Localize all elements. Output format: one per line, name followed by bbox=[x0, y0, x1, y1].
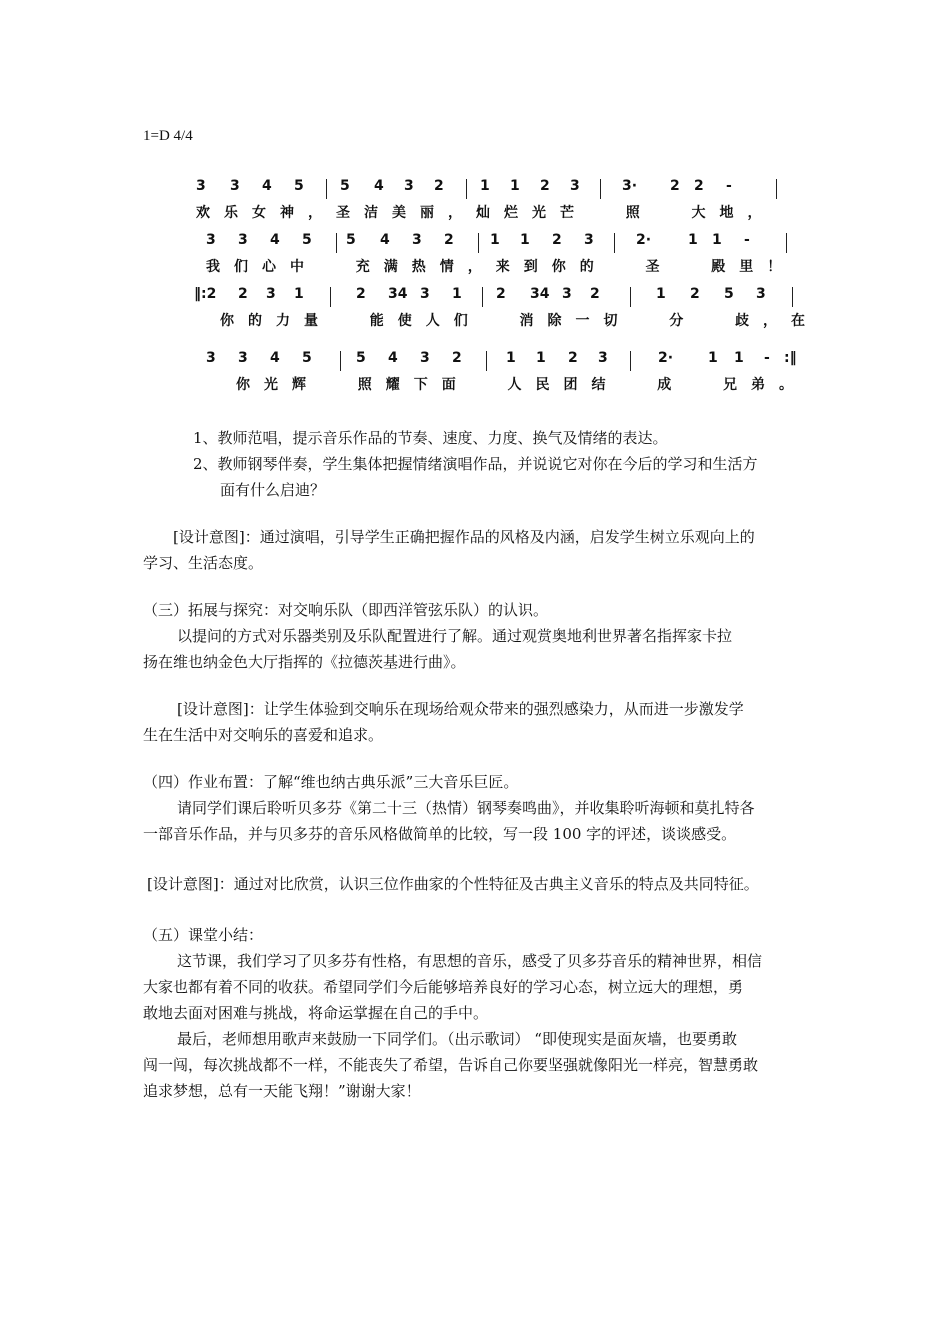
bar-line bbox=[482, 287, 483, 307]
note: 3 bbox=[570, 178, 580, 194]
note: 1 bbox=[490, 232, 500, 248]
note: 3 bbox=[598, 350, 608, 366]
score-notes bbox=[190, 178, 802, 202]
note: 4 bbox=[270, 350, 280, 366]
score-row bbox=[190, 232, 802, 286]
note: 1 bbox=[520, 232, 530, 248]
bar-line bbox=[486, 351, 487, 371]
note: 1 bbox=[506, 350, 516, 366]
note: 1 bbox=[536, 350, 546, 366]
note: 2 bbox=[568, 350, 578, 366]
bar-line bbox=[786, 233, 787, 253]
bar-line bbox=[630, 351, 631, 371]
section-5 bbox=[143, 922, 815, 1104]
note: 1 bbox=[656, 286, 666, 302]
note: 5 bbox=[724, 286, 734, 302]
note: 2· bbox=[636, 232, 652, 248]
section-5-p1-line-1: 这节课，我们学习了贝多芬有性格，有思想的音乐，感受了贝多芬音乐的精神世界，相信 bbox=[177, 952, 763, 970]
section-5-p2-line-3: 追求梦想，总有一天能飞翔！”谢谢大家！ bbox=[143, 1082, 421, 1100]
section-3-title: （三）拓展与探究：对交响乐队（即西洋管弦乐队）的认识。 bbox=[143, 601, 549, 619]
note: 3 bbox=[756, 286, 766, 302]
section-5-p1-line-3: 敢地去面对困难与挑战，将命运掌握在自己的手中。 bbox=[143, 1004, 489, 1022]
step-2 bbox=[193, 451, 833, 503]
note: 4 bbox=[262, 178, 272, 194]
bar-line bbox=[336, 233, 337, 253]
note: ‖:2 bbox=[194, 286, 217, 302]
note: 3 bbox=[420, 286, 430, 302]
score-lyrics: 欢乐女神，圣洁美丽，灿烂光芒 照 大地， bbox=[196, 205, 776, 221]
note: 1 bbox=[708, 350, 718, 366]
note: 3 bbox=[420, 350, 430, 366]
note: 34 bbox=[530, 286, 550, 302]
note: 1 bbox=[734, 350, 744, 366]
music-score bbox=[190, 168, 819, 400]
design-intent-2-line-2: 生在生活中对交响乐的喜爱和追求。 bbox=[143, 726, 384, 744]
note: 2 bbox=[540, 178, 550, 194]
bar-line bbox=[630, 287, 631, 307]
step-1-text: 1、教师范唱，提示音乐作品的节奏、速度、力度、换气及情绪的表达。 bbox=[193, 429, 668, 447]
design-intent-1 bbox=[143, 524, 815, 576]
note: 5 bbox=[302, 350, 312, 366]
bar-line bbox=[614, 233, 615, 253]
note: 5 bbox=[294, 178, 304, 194]
section-3-body-line-2: 扬在维也纳金色大厅指挥的《拉德茨基进行曲》。 bbox=[143, 653, 466, 671]
note: 4 bbox=[374, 178, 384, 194]
design-intent-2-line-1: [设计意图]：让学生体验到交响乐在现场给观众带来的强烈感染力，从而进一步激发学 bbox=[177, 700, 744, 718]
note: 3 bbox=[238, 350, 248, 366]
bar-line bbox=[600, 179, 601, 199]
note: 1 bbox=[688, 232, 698, 248]
note: 4 bbox=[380, 232, 390, 248]
note: 5 bbox=[356, 350, 366, 366]
note: 3 bbox=[562, 286, 572, 302]
score-notes bbox=[190, 286, 802, 310]
note: 5 bbox=[340, 178, 350, 194]
bar-line bbox=[466, 179, 467, 199]
note: 3 bbox=[196, 178, 206, 194]
step-1 bbox=[193, 425, 833, 451]
note: :‖ bbox=[784, 350, 797, 366]
section-5-title: （五）课堂小结： bbox=[143, 926, 264, 944]
bar-line bbox=[776, 179, 777, 199]
bar-line bbox=[340, 351, 341, 371]
note: 3 bbox=[238, 232, 248, 248]
note: 3· bbox=[622, 178, 638, 194]
note: 2 bbox=[690, 286, 700, 302]
score-notes bbox=[190, 232, 802, 256]
bar-line bbox=[330, 287, 331, 307]
note: 1 bbox=[480, 178, 490, 194]
note: 4 bbox=[388, 350, 398, 366]
step-2-line-2: 面有什么启迪？ bbox=[220, 481, 326, 499]
note: 1 bbox=[510, 178, 520, 194]
design-intent-3 bbox=[147, 871, 819, 897]
note: - bbox=[764, 350, 770, 366]
note: 2 bbox=[670, 178, 680, 194]
section-4-title: （四）作业布置：了解“维也纳古典乐派”三大音乐巨匠。 bbox=[143, 773, 519, 791]
bar-line bbox=[792, 287, 793, 307]
note: 1 bbox=[712, 232, 722, 248]
note: 2 bbox=[434, 178, 444, 194]
note: 5 bbox=[346, 232, 356, 248]
score-lyrics: 你光辉 照耀下面 人民团结 成 兄弟。 bbox=[236, 377, 807, 393]
note: 3 bbox=[206, 232, 216, 248]
section-5-p1-line-2: 大家也都有着不同的收获。希望同学们今后能够培养良好的学习心态，树立远大的理想，勇 bbox=[143, 978, 744, 996]
note: 3 bbox=[266, 286, 276, 302]
bar-line bbox=[326, 179, 327, 199]
note: 5 bbox=[302, 232, 312, 248]
note: 2 bbox=[356, 286, 366, 302]
score-lyrics: 你的力量 能使人们 消除一切 分 歧，在 bbox=[220, 313, 819, 329]
score-row bbox=[190, 350, 807, 404]
section-4-body-line-2: 一部音乐作品，并与贝多芬的音乐风格做简单的比较，写一段 100 字的评述，谈谈感受。 bbox=[143, 825, 737, 843]
design-intent-3-text: [设计意图]：通过对比欣赏，认识三位作曲家的个性特征及古典主义音乐的特点及共同特征。 bbox=[147, 875, 759, 893]
section-5-p2-line-2: 闯一闯，每次挑战都不一样，不能丧失了希望，告诉自己你要坚强就像阳光一样亮，智慧勇敢 bbox=[143, 1056, 759, 1074]
note: 2· bbox=[658, 350, 674, 366]
note: 2 bbox=[590, 286, 600, 302]
key-signature: 1=D 4/4 bbox=[143, 128, 193, 144]
section-5-p2-line-1: 最后，老师想用歌声来鼓励一下同学们。（出示歌词） “即使现实是面灰墙，也要勇敢 bbox=[177, 1030, 737, 1048]
note: 2 bbox=[444, 232, 454, 248]
section-4-body-line-1: 请同学们课后聆听贝多芬《第二十三（热情）钢琴奏鸣曲》，并收集聆听海顿和莫扎特各 bbox=[177, 799, 755, 817]
score-row bbox=[190, 286, 819, 340]
section-3 bbox=[143, 597, 815, 675]
note: 3 bbox=[206, 350, 216, 366]
note: 3 bbox=[584, 232, 594, 248]
bar-line bbox=[478, 233, 479, 253]
score-notes bbox=[190, 350, 802, 374]
note: 1 bbox=[452, 286, 462, 302]
note: 2 bbox=[496, 286, 506, 302]
score-row bbox=[190, 178, 802, 232]
note: 34 bbox=[388, 286, 408, 302]
note: 3 bbox=[230, 178, 240, 194]
design-intent-1-line-1: [设计意图]：通过演唱，引导学生正确把握作品的风格及内涵，启发学生树立乐观向上的 bbox=[173, 528, 755, 546]
design-intent-1-line-2: 学习、生活态度。 bbox=[143, 554, 264, 572]
note: 4 bbox=[270, 232, 280, 248]
design-intent-2 bbox=[143, 696, 815, 748]
section-3-body-line-1: 以提问的方式对乐器类别及乐队配置进行了解。通过观赏奥地利世界著名指挥家卡拉 bbox=[177, 627, 733, 645]
note: 2 bbox=[238, 286, 248, 302]
step-2-line-1: 2、教师钢琴伴奏，学生集体把握情绪演唱作品，并说说它对你在今后的学习和生活方 bbox=[193, 455, 758, 473]
score-lyrics: 我们心中 充满热情，来到你的 圣 殿里！ bbox=[206, 259, 796, 275]
note: 3 bbox=[404, 178, 414, 194]
note: 2 bbox=[694, 178, 704, 194]
note: - bbox=[744, 232, 750, 248]
note: 3 bbox=[412, 232, 422, 248]
note: 2 bbox=[552, 232, 562, 248]
section-4 bbox=[143, 769, 815, 847]
note: 2 bbox=[452, 350, 462, 366]
note: - bbox=[726, 178, 732, 194]
note: 1 bbox=[294, 286, 304, 302]
